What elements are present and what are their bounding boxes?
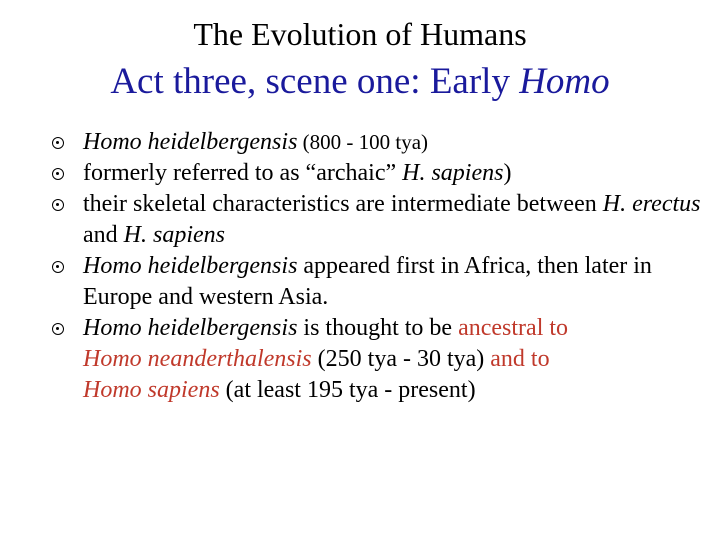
species-name: Homo sapiens: [83, 377, 220, 403]
highlight-text: ancestral to: [458, 315, 569, 341]
bullet-text: their skeletal characteristics are intermediate between: [83, 191, 603, 217]
species-name: Homo heidelbergensis: [83, 315, 298, 341]
circled-dot-icon: [52, 137, 64, 149]
list-item: [52, 251, 712, 313]
date-range: (250 tya - 30 tya): [311, 346, 491, 372]
circled-dot-icon: [52, 168, 64, 180]
slide-subtitle: [0, 58, 720, 106]
species-name: Homo heidelbergensis: [83, 253, 298, 279]
slide-title: The Evolution of Humans: [193, 16, 527, 52]
subtitle-text: Act three, scene one: Early: [110, 61, 520, 102]
species-name: H. erectus: [602, 191, 701, 217]
species-name: Homo heidelbergensis: [83, 129, 298, 155]
subtitle-italic-text: Homo: [519, 61, 610, 102]
bullet-text: is thought to be: [297, 315, 459, 341]
bullet-text: formerly referred to as “archaic”: [83, 160, 403, 186]
species-name: Homo neanderthalensis: [83, 346, 312, 372]
highlight-text: and to: [490, 346, 550, 372]
list-item: [52, 127, 712, 158]
bullet-text: ): [503, 160, 512, 186]
list-item: [52, 189, 712, 251]
species-name: H. sapiens: [402, 160, 504, 186]
species-name: H. sapiens: [123, 222, 225, 248]
list-item: [52, 313, 712, 406]
date-range: (at least 195 tya - present): [219, 377, 476, 403]
circled-dot-icon: [52, 199, 64, 211]
circled-dot-icon: [52, 323, 64, 335]
bullet-text: and: [83, 222, 124, 248]
list-item: [52, 158, 712, 189]
bullet-list: [52, 127, 712, 406]
bullet-text: appeared first in Africa, then later in Europe and western Asia.: [83, 253, 652, 310]
date-range: (800 - 100 tya): [297, 130, 429, 154]
circled-dot-icon: [52, 261, 64, 273]
